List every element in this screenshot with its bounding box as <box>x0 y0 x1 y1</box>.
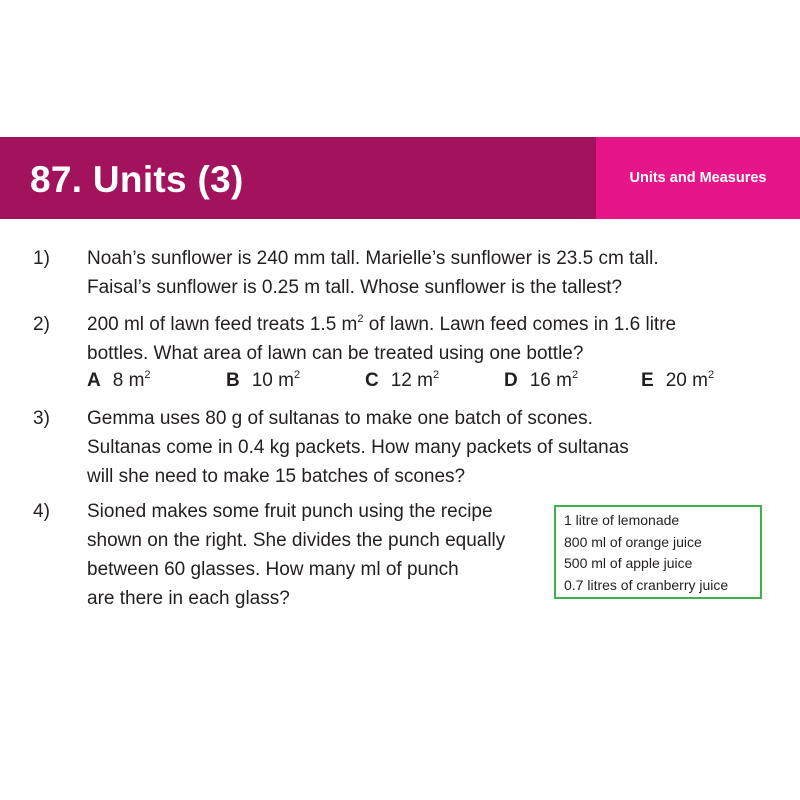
question-number: 3) <box>33 408 50 429</box>
superscript: 2 <box>571 368 579 381</box>
option-letter: A <box>87 370 101 391</box>
superscript: 2 <box>293 368 301 381</box>
question-text <box>87 404 629 491</box>
question-line: Gemma uses 80 g of sultanas to make one batch of scones. <box>87 408 593 429</box>
option-b[interactable] <box>226 366 300 396</box>
option-letter: B <box>226 370 240 391</box>
option-letter: C <box>365 370 379 391</box>
question-text <box>87 497 505 613</box>
superscript: 2 <box>357 312 364 325</box>
option-letter: E <box>641 370 654 391</box>
option-letter: D <box>504 370 518 391</box>
text-span: of lawn. Lawn feed comes in 1.6 litre <box>363 314 677 335</box>
option-value: 20 m <box>665 370 708 391</box>
question-text <box>87 310 676 368</box>
question-line: between 60 glasses. How many ml of punch <box>87 559 459 580</box>
question-number: 1) <box>33 248 50 269</box>
recipe-item: 800 ml of orange juice <box>564 533 702 550</box>
question-line: are there in each glass? <box>87 588 290 609</box>
recipe-item: 500 ml of apple juice <box>564 555 693 571</box>
recipe-box <box>554 505 762 599</box>
option-e[interactable] <box>641 366 714 396</box>
question-number: 2) <box>33 314 50 335</box>
question-line: bottles. What area of lawn can be treated using one bottle? <box>87 343 584 364</box>
page-header <box>0 137 800 219</box>
question-text <box>87 244 659 302</box>
answer-options <box>0 366 800 396</box>
question-line: Faisal’s sunflower is 0.25 m tall. Whose sunflower is the tallest? <box>87 277 623 298</box>
question-line: will she need to make 15 batches of scones? <box>87 466 466 487</box>
superscript: 2 <box>144 368 151 381</box>
option-a[interactable] <box>87 366 151 396</box>
option-value: 10 m <box>251 370 294 391</box>
question-line: shown on the right. She divides the punch equally <box>87 530 506 551</box>
recipe-item: 1 litre of lemonade <box>564 512 680 528</box>
superscript: 2 <box>707 368 715 381</box>
option-value: 12 m <box>390 370 433 391</box>
option-c[interactable] <box>365 366 439 396</box>
superscript: 2 <box>432 368 440 381</box>
question-line <box>87 310 676 339</box>
page-title: 87. Units (3) <box>30 159 244 200</box>
question-line: Noah’s sunflower is 240 mm tall. Marielle’s sunflower is 23.5 cm tall. <box>87 248 659 269</box>
recipe-item: 0.7 litres of cranberry juice <box>564 576 729 593</box>
question-number: 4) <box>33 501 50 522</box>
question-line: Sioned makes some fruit punch using the recipe <box>87 501 493 522</box>
question-line: Sultanas come in 0.4 kg packets. How many packets of sultanas <box>87 437 629 458</box>
option-value: 16 m <box>529 370 572 391</box>
topic-label: Units and Measures <box>596 137 800 219</box>
option-d[interactable] <box>504 366 578 396</box>
text-span: 200 ml of lawn feed treats 1.5 m <box>87 314 358 335</box>
option-value: 8 m <box>112 370 145 391</box>
